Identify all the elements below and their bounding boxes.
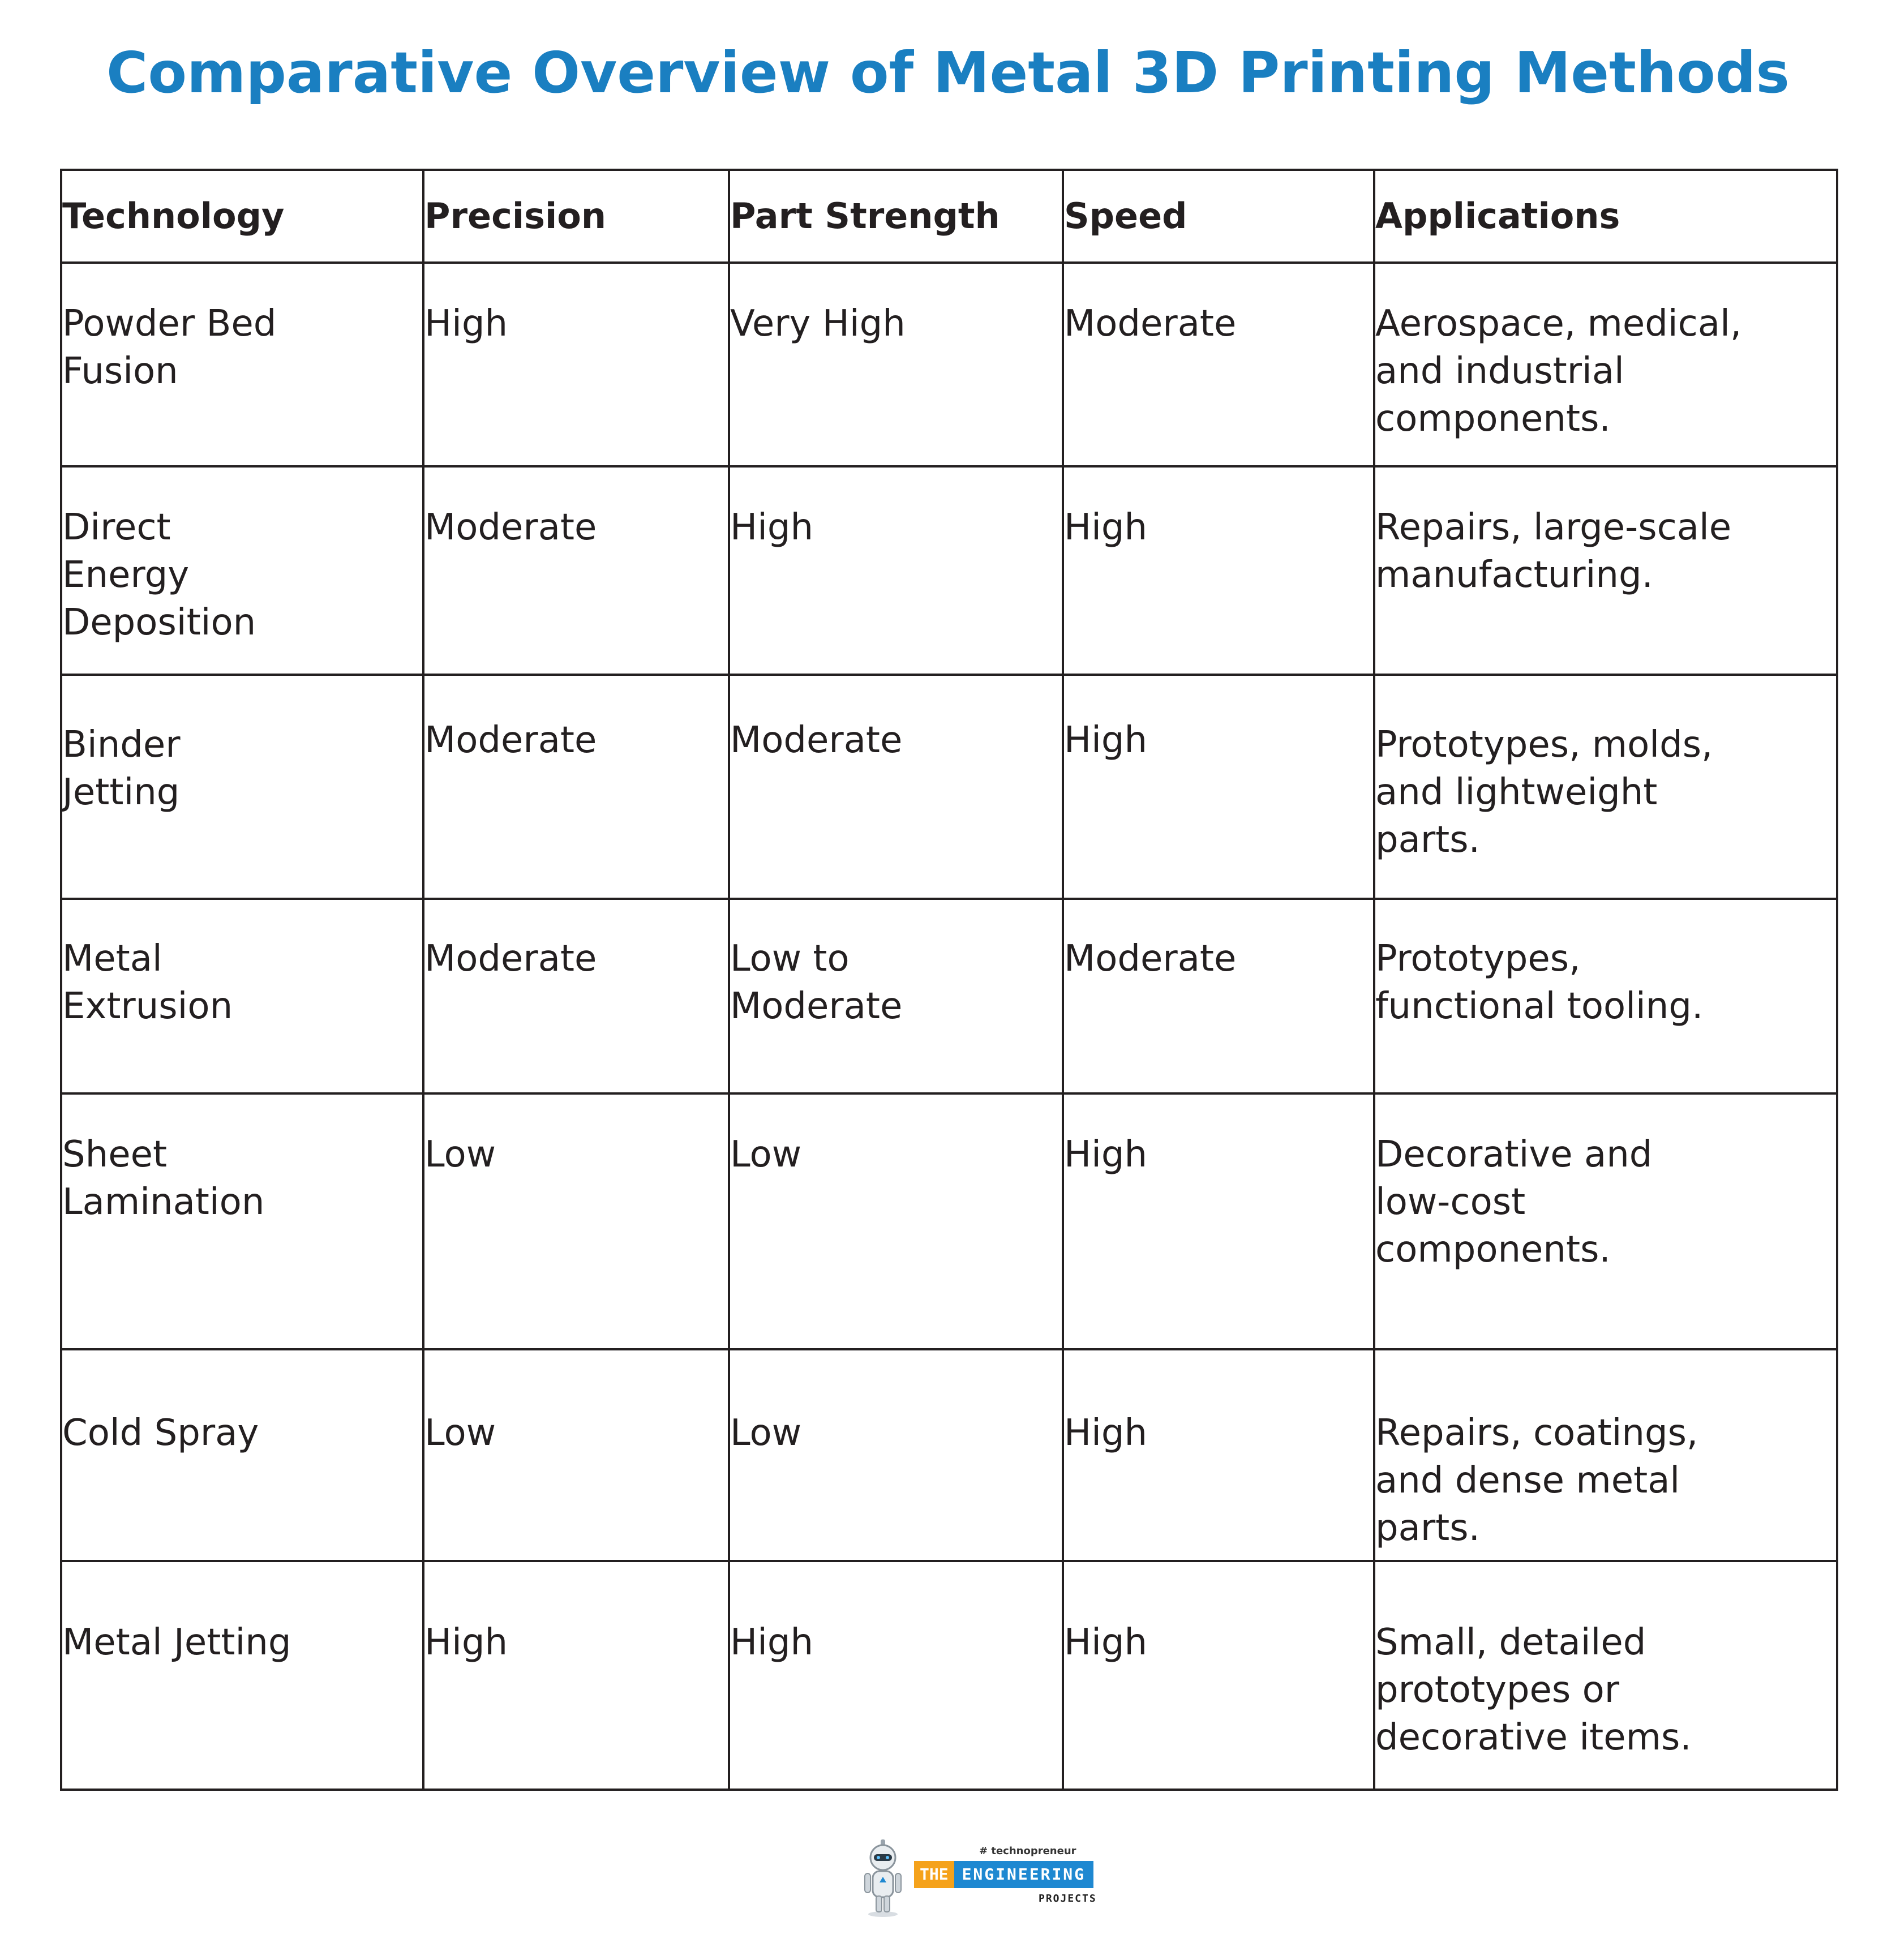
precision-cell: Moderate [423, 466, 729, 675]
speed-cell: Moderate [1063, 263, 1374, 466]
applications-cell: Prototypes, functional tooling. [1374, 899, 1837, 1093]
precision-cell: High [423, 263, 729, 466]
column-header-speed: Speed [1063, 170, 1374, 263]
technology-cell: Cold Spray [61, 1349, 423, 1561]
part-strength-cell: High [729, 466, 1063, 675]
speed-cell: Moderate [1063, 899, 1374, 1093]
header-row [61, 170, 1837, 263]
applications-cell: Aerospace, medical, and industrial components. [1374, 263, 1837, 466]
technology-cell: Metal Jetting [61, 1561, 423, 1790]
logo-projects: PROJECTS [1039, 1893, 1097, 1905]
precision-cell: Moderate [423, 675, 729, 899]
speed-cell: High [1063, 1561, 1374, 1790]
speed-cell: High [1063, 675, 1374, 899]
logo-tagline: # technopreneur [979, 1845, 1076, 1857]
speed-cell: High [1063, 1349, 1374, 1561]
comparison-table [60, 169, 1838, 1791]
table-row [61, 1561, 1837, 1790]
precision-cell: Low [423, 1349, 729, 1561]
column-header-precision: Precision [423, 170, 729, 263]
table-row [61, 675, 1837, 899]
table-row [61, 466, 1837, 675]
column-header-technology: Technology [61, 170, 423, 263]
part-strength-cell: Very High [729, 263, 1063, 466]
table-row [61, 1093, 1837, 1349]
engineering-projects-logo [860, 1839, 1098, 1919]
part-strength-cell: Low to Moderate [729, 899, 1063, 1093]
column-header-applications: Applications [1374, 170, 1837, 263]
applications-cell: Repairs, large-scale manufacturing. [1374, 466, 1837, 675]
part-strength-cell: Low [729, 1349, 1063, 1561]
part-strength-cell: Moderate [729, 675, 1063, 899]
applications-cell: Repairs, coatings, and dense metal parts. [1374, 1349, 1837, 1561]
table-row [61, 1349, 1837, 1561]
table-row [61, 263, 1837, 466]
part-strength-cell: High [729, 1561, 1063, 1790]
part-strength-cell: Low [729, 1093, 1063, 1349]
technology-cell: Direct Energy Deposition [61, 466, 423, 675]
column-header-part-strength: Part Strength [729, 170, 1063, 263]
table-row [61, 899, 1837, 1093]
speed-cell: High [1063, 1093, 1374, 1349]
precision-cell: Low [423, 1093, 729, 1349]
technology-cell: Sheet Lamination [61, 1093, 423, 1349]
logo-wordmark [914, 1861, 1093, 1888]
precision-cell: High [423, 1561, 729, 1790]
precision-cell: Moderate [423, 899, 729, 1093]
logo-the: THE [914, 1861, 954, 1888]
technology-cell: Metal Extrusion [61, 899, 423, 1093]
page-title: Comparative Overview of Metal 3D Printing Methods [106, 40, 1790, 106]
applications-cell: Small, detailed prototypes or decorative items. [1374, 1561, 1837, 1790]
applications-cell: Decorative and low-cost components. [1374, 1093, 1837, 1349]
applications-cell: Prototypes, molds, and lightweight parts. [1374, 675, 1837, 899]
technology-cell: Powder Bed Fusion [61, 263, 423, 466]
logo-engineering: ENGINEERING [954, 1861, 1093, 1888]
robot-mascot-icon [860, 1839, 906, 1919]
technology-cell: Binder Jetting [61, 675, 423, 899]
speed-cell: High [1063, 466, 1374, 675]
